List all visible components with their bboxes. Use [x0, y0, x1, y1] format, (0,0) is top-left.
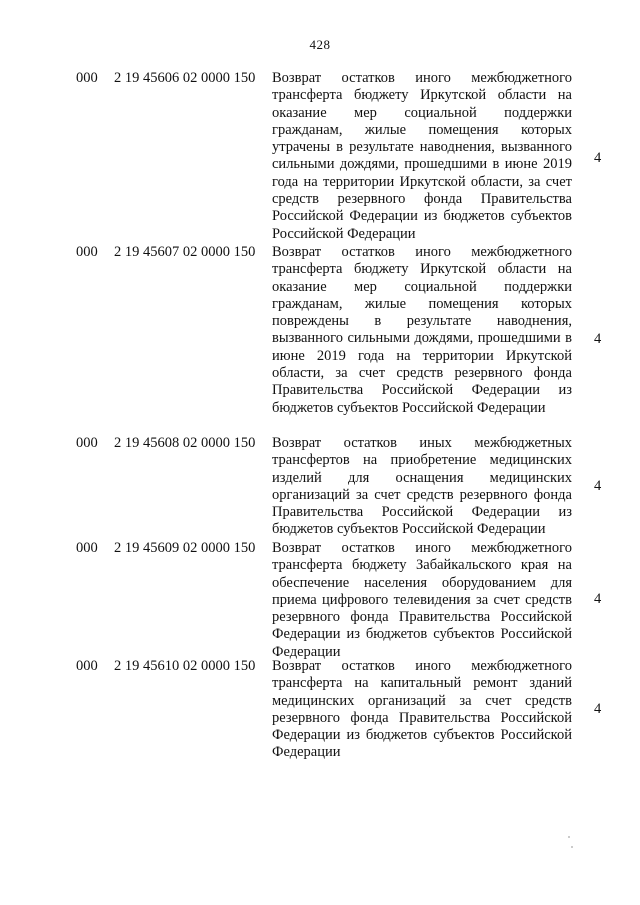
- income-description: Возврат остатков иных межбюджетных трансфертов на приобретение медицинских изделий для оснащения медицинских организаций за счет средств резервного фонда Правительства Российской Федерации из бюджетов субъектов Российской Федерации: [272, 435, 572, 538]
- admin-code: 000: [76, 435, 98, 451]
- income-description: Возврат остатков иного межбюджетного трансферта на капитальный ремонт зданий медицинских организаций за счет средств резервного фонда Правительства Российской Федерации из бюджетов субъектов Российской Федерации: [272, 658, 572, 761]
- page-number: 428: [309, 37, 331, 52]
- budget-classification-code: 2 19 45606 02 0000 150: [114, 70, 256, 86]
- admin-code: 000: [76, 70, 98, 86]
- budget-classification-code: 2 19 45610 02 0000 150: [114, 658, 256, 674]
- admin-code: 000: [76, 658, 98, 674]
- standard-percent: 4: [594, 331, 602, 347]
- scan-speck: [571, 846, 573, 848]
- standard-percent: 4: [594, 478, 602, 494]
- budget-classification-code: 2 19 45608 02 0000 150: [114, 435, 256, 451]
- admin-code: 000: [76, 244, 98, 260]
- income-description: Возврат остатков иного межбюджетного трансферта бюджету Иркутской области на оказание мер социальной поддержки гражданам, жилые помещения которых утрачены в результате наводнения, вызванного сильными дождями, прошедшими в июне 2019 года на территории Иркутской области, за счет средств резервного фонда Правительства Российской Федерации из бюджетов субъектов Российской Федерации: [272, 70, 572, 242]
- admin-code: 000: [76, 540, 98, 556]
- income-description: Возврат остатков иного межбюджетного трансферта бюджету Иркутской области на оказание мер социальной поддержки гражданам, жилые помещения которых повреждены в результате наводнения, вызванного сильными дождями, прошедшими в июне 2019 года на территории Иркутской области, за счет средств резервного фонда Правительства Российской Федерации из бюджетов субъектов Российской Федерации: [272, 244, 572, 416]
- budget-classification-code: 2 19 45609 02 0000 150: [114, 540, 256, 556]
- standard-percent: 4: [594, 701, 602, 717]
- scan-speck: [568, 836, 570, 838]
- standard-percent: 4: [594, 150, 602, 166]
- budget-classification-code: 2 19 45607 02 0000 150: [114, 244, 256, 260]
- income-description: Возврат остатков иного межбюджетного трансферта бюджету Забайкальского края на обеспечение населения оборудованием для приема цифрового телевидения за счет средств резервного фонда Правительства Российской Федерации из бюджетов субъектов Российской Федерации: [272, 540, 572, 660]
- standard-percent: 4: [594, 591, 602, 607]
